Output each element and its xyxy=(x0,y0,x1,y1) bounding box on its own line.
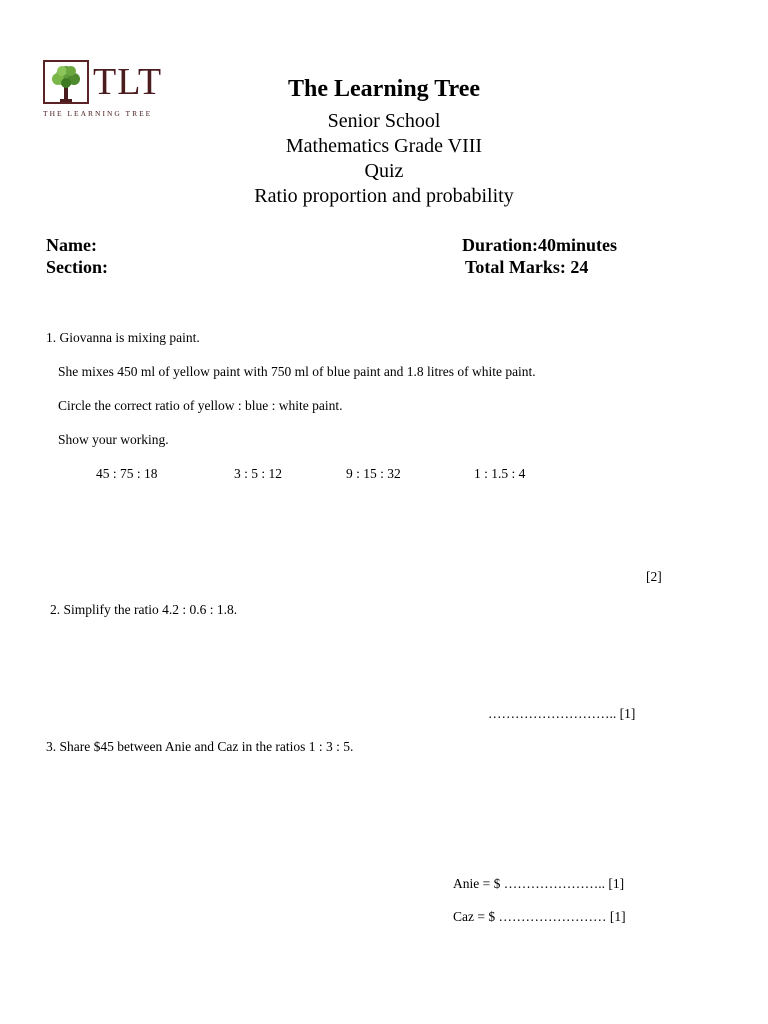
q3-caz-answer[interactable]: Caz = $ …………………… [1] xyxy=(453,909,626,924)
q2-text: 2. Simplify the ratio 4.2 : 0.6 : 1.8. xyxy=(50,602,238,617)
q1-marks: [2] xyxy=(646,569,662,584)
header-line-subject: Mathematics Grade VIII xyxy=(285,135,483,157)
q1-option-c[interactable]: 9 : 15 : 32 xyxy=(346,466,401,481)
section-label: Section: xyxy=(46,257,108,277)
q3-anie-answer[interactable]: Anie = $ ………………….. [1] xyxy=(453,876,625,891)
q1-line3: Circle the correct ratio of yellow : blue : white paint. xyxy=(58,398,343,413)
q1-line4: Show your working. xyxy=(58,432,169,447)
header-line-type: Quiz xyxy=(364,160,404,182)
q1-line2: She mixes 450 ml of yellow paint with 750 ml of blue paint and 1.8 litres of white paint. xyxy=(58,364,536,379)
name-label: Name: xyxy=(46,235,97,255)
header-line-topic: Ratio proportion and probability xyxy=(254,185,514,207)
logo-subtitle: THE LEARNING TREE xyxy=(43,109,153,118)
q3-text: 3. Share $45 between Anie and Caz in the ratios 1 : 3 : 5. xyxy=(46,739,354,754)
header-line-school: Senior School xyxy=(327,110,441,132)
q1-option-a[interactable]: 45 : 75 : 18 xyxy=(96,466,158,481)
total-marks-label: Total Marks: 24 xyxy=(465,257,589,277)
logo-letters: TLT xyxy=(93,61,163,103)
duration-label: Duration:40minutes xyxy=(462,235,618,255)
q1-line1: 1. Giovanna is mixing paint. xyxy=(46,330,200,345)
document-title: The Learning Tree xyxy=(288,76,480,102)
q2-answer-line[interactable]: ……………………….. [1] xyxy=(488,706,636,721)
q1-option-b[interactable]: 3 : 5 : 12 xyxy=(234,466,283,481)
q1-option-d[interactable]: 1 : 1.5 : 4 xyxy=(474,466,526,481)
